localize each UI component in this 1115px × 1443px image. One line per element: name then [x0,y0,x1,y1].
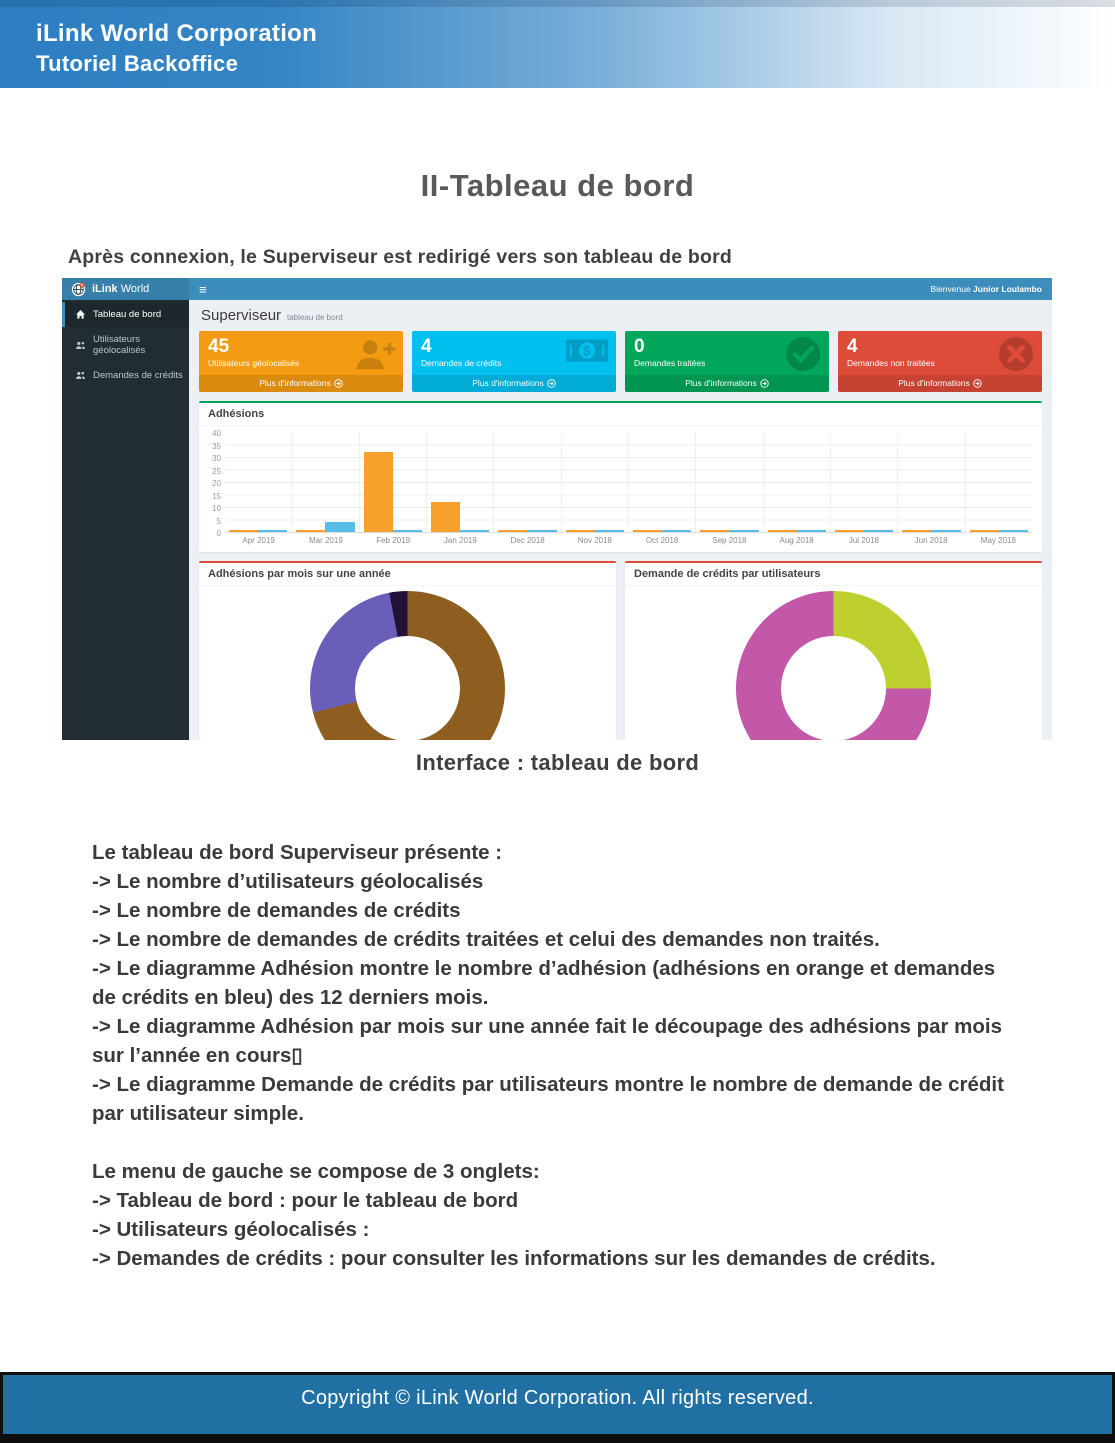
bar-demandes [931,530,960,532]
stat-label: Utilisateurs géolocalisés [208,358,300,368]
money-icon [565,335,609,372]
body-text [92,838,1042,1273]
demandes-credits-panel [625,561,1042,740]
intro-text: Après connexion, le Superviseur est redirigé vers son tableau de bord [68,246,733,268]
y-axis-tick: 35 [212,441,221,451]
bar-adhesions [768,530,797,532]
bar-adhesions [566,530,595,533]
bar-demandes [729,530,758,532]
body-line: -> Le diagramme Adhésion par mois sur une année fait le découpage des adhésions par mois [92,1015,1003,1038]
more-info-label: Plus d'informations [259,378,331,388]
more-info-label: Plus d'informations [898,378,970,388]
check-circle-icon [784,335,822,378]
y-axis-tick: 40 [212,429,221,438]
more-info-link[interactable] [412,375,616,392]
body-line: Le tableau de bord Superviseur présente : [92,841,503,864]
section-title: II-Tableau de bord [420,168,695,203]
stat-label: Demandes de crédits [421,358,502,368]
bar-group [965,433,1032,532]
sidebar-item-utilisateurs-geolocalises[interactable] [62,327,189,363]
bar-adhesions [970,530,999,532]
stat-value: 4 [421,336,432,357]
bar-demandes [797,530,826,532]
y-axis-tick: 15 [212,491,221,501]
sidebar [62,300,189,740]
bar-demandes [864,530,893,532]
adhesions-par-mois-panel [199,561,616,740]
document-header-banner [0,0,1115,88]
svg-text:$: $ [583,343,591,359]
stat-card-body [625,331,829,375]
dashboard-screenshot [62,278,1052,740]
y-axis-tick: 20 [212,479,221,488]
bar-demandes [258,530,287,532]
x-axis-labels [225,533,1032,552]
x-axis-label: Oct 2018 [645,536,679,545]
bar-chart [199,426,1042,552]
x-axis-label: May 2018 [980,536,1016,545]
sidebar-item-label: Tableau de bord [93,309,162,320]
stat-card-demandes-de-credits [412,331,616,392]
stat-value: 45 [208,336,230,357]
x-axis-label: Sep 2018 [712,536,747,545]
main-content [189,300,1052,740]
x-axis-label: Dec 2018 [510,536,545,545]
body-line [92,1128,1042,1157]
app-topbar [62,278,1052,300]
bar-adhesions [431,502,460,532]
x-axis-label: Nov 2018 [577,536,612,545]
company-name: iLink World Corporation [36,20,318,47]
x-axis-label: Aug 2018 [779,536,814,545]
stat-label: Demandes non traitées [847,358,935,368]
body-line: -> Le nombre d’utilisateurs géolocalisés [92,870,484,893]
stat-label: Demandes traitées [634,358,706,368]
users-icon [75,370,86,381]
user-plus-icon [354,335,396,378]
bar-demandes [393,530,422,532]
bar-demandes [527,530,556,532]
bar-group [628,433,695,532]
stat-card-demandes-non-traitees [838,331,1042,392]
arrow-circle-icon [547,379,556,388]
x-axis-label: Jul 2018 [848,536,879,545]
bar-adhesions [498,530,527,532]
sidebar-item-tableau-de-bord[interactable] [62,302,189,327]
body-line: sur l’année en cours▯ [92,1044,303,1067]
bar-adhesions [700,530,729,532]
body-line: -> Le diagramme Adhésion montre le nombre d’adhésion (adhésions en orange et demandes [92,957,996,980]
x-circle-icon [997,335,1035,378]
stat-card-demandes-traitees [625,331,829,392]
sidebar-item-label: Utilisateurs géolocalisés [93,334,146,356]
bar-demandes [662,530,691,532]
demandes-donut-chart [736,591,931,740]
stat-cards-row [199,331,1042,392]
body-line: -> Demandes de crédits : pour consulter les informations sur les demandes de crédits. [92,1247,936,1270]
bar-group [225,433,291,532]
bar-group [561,433,628,532]
stat-card-body [838,331,1042,375]
bar-adhesions [296,530,325,532]
x-axis-label: Jun 2018 [914,536,948,545]
more-info-label: Plus d'informations [685,378,757,388]
stat-card-utilisateurs-geolocalises [199,331,403,392]
chart-title: Demande de crédits par utilisateurs [625,563,1042,586]
welcome-user-link[interactable]: Bienvenue Junior Loulambo [930,284,1042,294]
screenshot-caption: Interface : tableau de bord [415,750,700,775]
stat-value: 0 [634,336,645,357]
bar-demandes [460,530,489,532]
bar-demandes [595,530,624,532]
arrow-circle-icon [334,379,343,388]
bar-group [493,433,560,532]
bar-group [359,433,426,532]
bar-group [426,433,493,532]
y-axis-tick: 0 [216,529,221,538]
chart-title: Adhésions [199,403,1042,426]
more-info-label: Plus d'informations [472,378,544,388]
stat-value: 4 [847,336,858,357]
bar-adhesions [835,530,864,532]
x-axis-label: Jan 2019 [443,536,477,545]
stat-card-body [199,331,403,375]
body-line: Le menu de gauche se compose de 3 onglets: [92,1160,540,1183]
x-axis-label: Feb 2019 [376,536,411,545]
document-subtitle: Tutoriel Backoffice [36,51,239,76]
body-line: -> Le diagramme Demande de crédits par utilisateurs montre le nombre de demande de crédit [92,1073,1004,1096]
y-axis-tick: 30 [212,454,221,463]
globe-icon [71,282,86,297]
body-line: -> Tableau de bord : pour le tableau de bord [92,1189,519,1212]
brand-text: iLink World [92,283,150,295]
app-body [62,300,1052,740]
stat-card-body [412,331,616,375]
body-line: -> Utilisateurs géolocalisés : [92,1218,370,1241]
bar-adhesions [229,530,258,532]
x-axis-label: Mar 2019 [308,536,343,545]
y-axis-tick: 5 [216,516,221,526]
adhesions-chart-panel [199,401,1042,552]
bar-adhesions [633,530,662,532]
bar-adhesions [902,530,931,532]
bar-demandes [325,522,354,532]
y-axis-tick: 25 [212,466,221,476]
arrow-circle-icon [760,379,769,388]
bar-group [291,433,358,532]
page-subtitle: tableau de bord [287,313,343,322]
plot-area [225,433,1032,533]
home-icon [75,309,86,320]
sidebar-toggle-icon[interactable]: ≡ [199,281,207,297]
body-line: -> Le nombre de demandes de crédits traitées et celui des demandes non traités. [92,928,880,951]
y-axis [205,429,225,538]
bar-demandes [999,530,1028,532]
document-footer [0,1372,1115,1443]
app-navbar [189,278,1052,300]
body-line: -> Le nombre de demandes de crédits [92,899,461,922]
adhesions-donut-chart [310,591,505,740]
copyright-text: Copyright © iLink World Corporation. All rights reserved. [301,1387,814,1409]
body-line: de crédits en bleu) des 12 derniers mois. [92,986,489,1009]
bar-group [830,433,897,532]
chart-title: Adhésions par mois sur une année [199,563,616,586]
y-axis-tick: 10 [212,504,221,513]
arrow-circle-icon [973,379,982,388]
bar-group [763,433,830,532]
x-axis-label: Apr 2019 [242,536,275,545]
body-line: par utilisateur simple. [92,1102,304,1125]
sidebar-item-label: Demandes de crédits [93,370,183,381]
bar-adhesions [364,452,393,532]
bar-group [695,433,762,532]
page-title: Superviseur [201,307,282,324]
sidebar-item-demandes-de-credits[interactable] [62,363,189,388]
app-logo[interactable] [62,278,189,300]
bar-group [897,433,964,532]
page-header [199,300,1042,331]
users-icon [75,340,86,351]
donut-charts-row [199,561,1042,740]
